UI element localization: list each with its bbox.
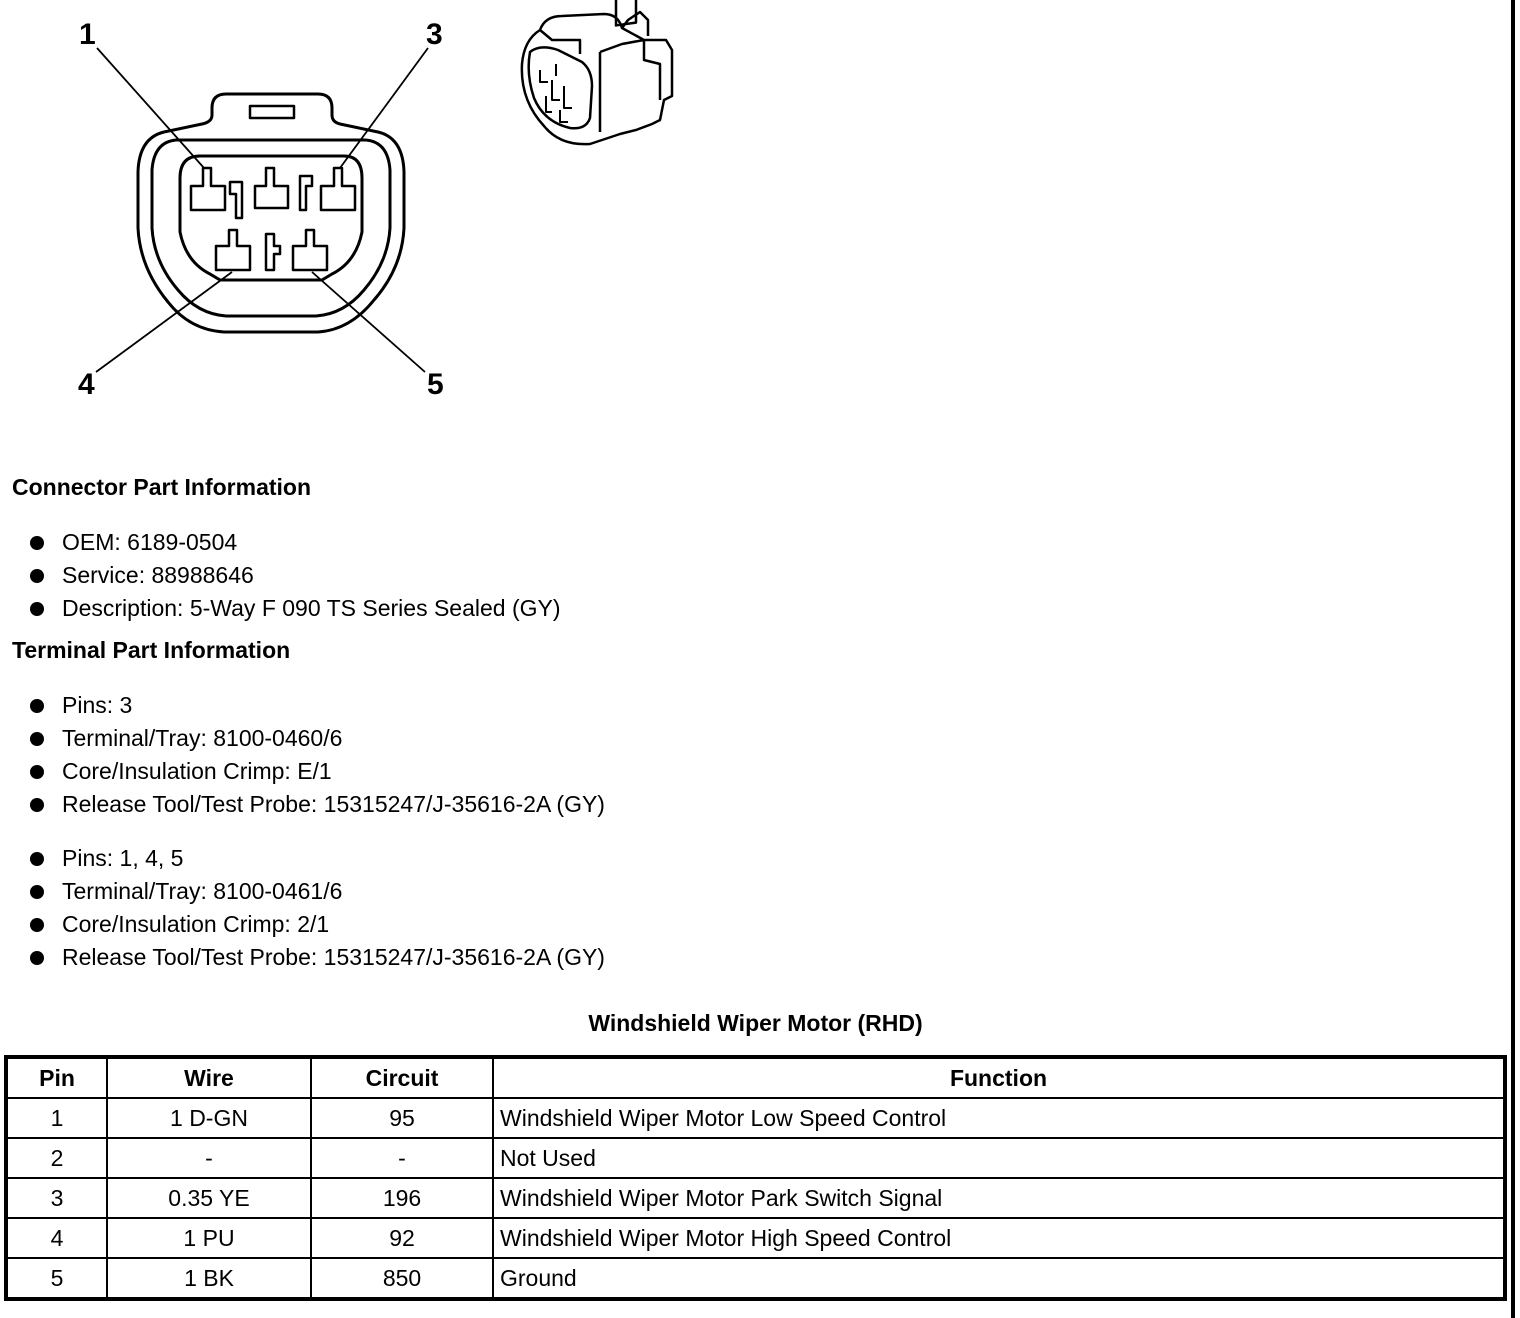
connector-face xyxy=(138,94,404,332)
table-row xyxy=(6,1138,1505,1178)
function-cell: Windshield Wiper Motor Low Speed Control xyxy=(493,1098,1505,1138)
table-row xyxy=(6,1178,1505,1218)
terminal-info-item: Release Tool/Test Probe: 15315247/J-35616-2A (GY) xyxy=(28,941,605,974)
key-rib-right xyxy=(300,176,312,210)
circuit-cell: 92 xyxy=(311,1218,493,1258)
table-row xyxy=(6,1098,1505,1138)
callout-5: 5 xyxy=(427,368,444,401)
wire-cell: 1 PU xyxy=(107,1218,311,1258)
wire-cell: 1 D-GN xyxy=(107,1098,311,1138)
leader-line-5 xyxy=(312,272,425,372)
connector-diagram xyxy=(0,0,700,410)
connector-info-item: Service: 88988646 xyxy=(28,559,561,592)
key-rib-left xyxy=(230,182,242,218)
leader-line-1 xyxy=(97,48,204,168)
terminal-info-list-1 xyxy=(28,689,605,821)
function-cell: Windshield Wiper Motor Park Switch Signal xyxy=(493,1178,1505,1218)
terminal-info-item: Terminal/Tray: 8100-0460/6 xyxy=(28,722,605,755)
callout-1: 1 xyxy=(79,18,96,51)
wire-cell: 1 BK xyxy=(107,1258,311,1299)
callout-4: 4 xyxy=(78,368,95,401)
pin-cell: 1 xyxy=(6,1098,107,1138)
pin-cell: 3 xyxy=(6,1178,107,1218)
pin-cell: 2 xyxy=(6,1138,107,1178)
leader-line-4 xyxy=(96,272,232,372)
connector-info-title: Connector Part Information xyxy=(12,474,312,500)
terminal-pin-1 xyxy=(191,168,225,210)
terminal-pin-3 xyxy=(321,168,355,210)
function-cell: Ground xyxy=(493,1258,1505,1299)
column-header-pin: Pin xyxy=(6,1057,107,1098)
table-header-row xyxy=(6,1057,1505,1098)
connector-outer-shell xyxy=(138,94,404,332)
function-cell: Windshield Wiper Motor High Speed Control xyxy=(493,1218,1505,1258)
column-header-function: Function xyxy=(493,1057,1505,1098)
right-border-rule xyxy=(1511,0,1515,1318)
terminal-info-item: Core/Insulation Crimp: E/1 xyxy=(28,755,605,788)
terminal-pin-4 xyxy=(216,230,250,270)
connector-inner-shell xyxy=(152,140,390,316)
wire-cell: - xyxy=(107,1138,311,1178)
pin-cell: 4 xyxy=(6,1218,107,1258)
column-header-wire: Wire xyxy=(107,1057,311,1098)
circuit-cell: - xyxy=(311,1138,493,1178)
terminal-info-list-2 xyxy=(28,842,605,974)
table-row xyxy=(6,1258,1505,1299)
terminal-info-item: Pins: 3 xyxy=(28,689,605,722)
leader-lines xyxy=(96,48,428,372)
terminal-info-title: Terminal Part Information xyxy=(12,637,291,663)
circuit-cell: 850 xyxy=(311,1258,493,1299)
pinout-table xyxy=(4,1055,1507,1301)
connector-info-item: Description: 5-Way F 090 TS Series Sealed (GY) xyxy=(28,592,561,625)
function-cell: Not Used xyxy=(493,1138,1505,1178)
terminal-info-item: Terminal/Tray: 8100-0461/6 xyxy=(28,875,605,908)
pin-cell: 5 xyxy=(6,1258,107,1299)
table-row xyxy=(6,1218,1505,1258)
terminal-info-item: Release Tool/Test Probe: 15315247/J-35616-2A (GY) xyxy=(28,788,605,821)
locking-tab xyxy=(250,106,294,118)
connector-info-item: OEM: 6189-0504 xyxy=(28,526,561,559)
terminal-pin-5 xyxy=(293,230,327,270)
key-rib-center xyxy=(266,234,280,270)
table-title: Windshield Wiper Motor (RHD) xyxy=(588,1010,923,1036)
terminal-pin-2 xyxy=(255,168,288,208)
wire-cell: 0.35 YE xyxy=(107,1178,311,1218)
connector-info-list xyxy=(28,526,561,625)
terminal-info-item: Core/Insulation Crimp: 2/1 xyxy=(28,908,605,941)
connector-3d-ribs xyxy=(600,12,660,132)
circuit-cell: 95 xyxy=(311,1098,493,1138)
column-header-circuit: Circuit xyxy=(311,1057,493,1098)
callout-3: 3 xyxy=(426,18,443,51)
circuit-cell: 196 xyxy=(311,1178,493,1218)
terminal-info-item: Pins: 1, 4, 5 xyxy=(28,842,605,875)
connector-3d-view xyxy=(522,0,672,144)
